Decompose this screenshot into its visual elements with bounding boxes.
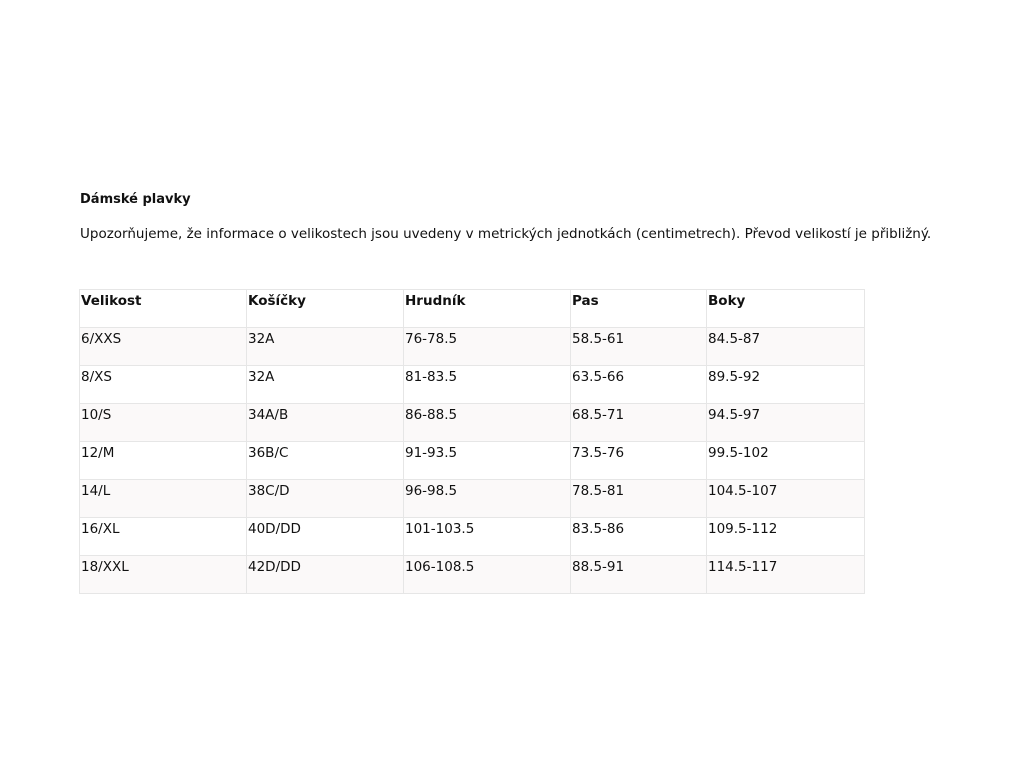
cell-pas: 78.5-81: [571, 480, 707, 518]
header-hrudnik: Hrudník: [404, 290, 571, 328]
cell-boky: 89.5-92: [707, 366, 865, 404]
cell-kosicky: 32A: [247, 366, 404, 404]
cell-boky: 84.5-87: [707, 328, 865, 366]
cell-velikost: 6/XXS: [80, 328, 247, 366]
cell-velikost: 12/M: [80, 442, 247, 480]
cell-boky: 109.5-112: [707, 518, 865, 556]
cell-pas: 73.5-76: [571, 442, 707, 480]
cell-velikost: 16/XL: [80, 518, 247, 556]
cell-hrudnik: 91-93.5: [404, 442, 571, 480]
table-row: [80, 404, 865, 442]
cell-velikost: 10/S: [80, 404, 247, 442]
cell-kosicky: 36B/C: [247, 442, 404, 480]
cell-boky: 104.5-107: [707, 480, 865, 518]
table-header-row: [80, 290, 865, 328]
table-row: [80, 480, 865, 518]
cell-boky: 94.5-97: [707, 404, 865, 442]
header-boky: Boky: [707, 290, 865, 328]
cell-pas: 83.5-86: [571, 518, 707, 556]
table-row: [80, 366, 865, 404]
size-table: [79, 289, 865, 594]
cell-hrudnik: 76-78.5: [404, 328, 571, 366]
cell-pas: 58.5-61: [571, 328, 707, 366]
cell-pas: 88.5-91: [571, 556, 707, 594]
cell-kosicky: 32A: [247, 328, 404, 366]
size-note: Upozorňujeme, že informace o velikostech jsou uvedeny v metrických jednotkách (centimetrech). Převod velikostí je přibližný.: [80, 226, 932, 242]
header-pas: Pas: [571, 290, 707, 328]
cell-velikost: 8/XS: [80, 366, 247, 404]
cell-kosicky: 34A/B: [247, 404, 404, 442]
cell-hrudnik: 101-103.5: [404, 518, 571, 556]
cell-boky: 99.5-102: [707, 442, 865, 480]
cell-kosicky: 38C/D: [247, 480, 404, 518]
cell-hrudnik: 86-88.5: [404, 404, 571, 442]
table-row: [80, 442, 865, 480]
cell-pas: 68.5-71: [571, 404, 707, 442]
table-row: [80, 556, 865, 594]
table-row: [80, 328, 865, 366]
cell-hrudnik: 81-83.5: [404, 366, 571, 404]
cell-boky: 114.5-117: [707, 556, 865, 594]
cell-pas: 63.5-66: [571, 366, 707, 404]
cell-velikost: 18/XXL: [80, 556, 247, 594]
cell-hrudnik: 106-108.5: [404, 556, 571, 594]
cell-kosicky: 40D/DD: [247, 518, 404, 556]
cell-kosicky: 42D/DD: [247, 556, 404, 594]
cell-hrudnik: 96-98.5: [404, 480, 571, 518]
header-velikost: Velikost: [80, 290, 247, 328]
table-row: [80, 518, 865, 556]
document-title: Dámské plavky: [80, 192, 191, 207]
header-kosicky: Košíčky: [247, 290, 404, 328]
cell-velikost: 14/L: [80, 480, 247, 518]
